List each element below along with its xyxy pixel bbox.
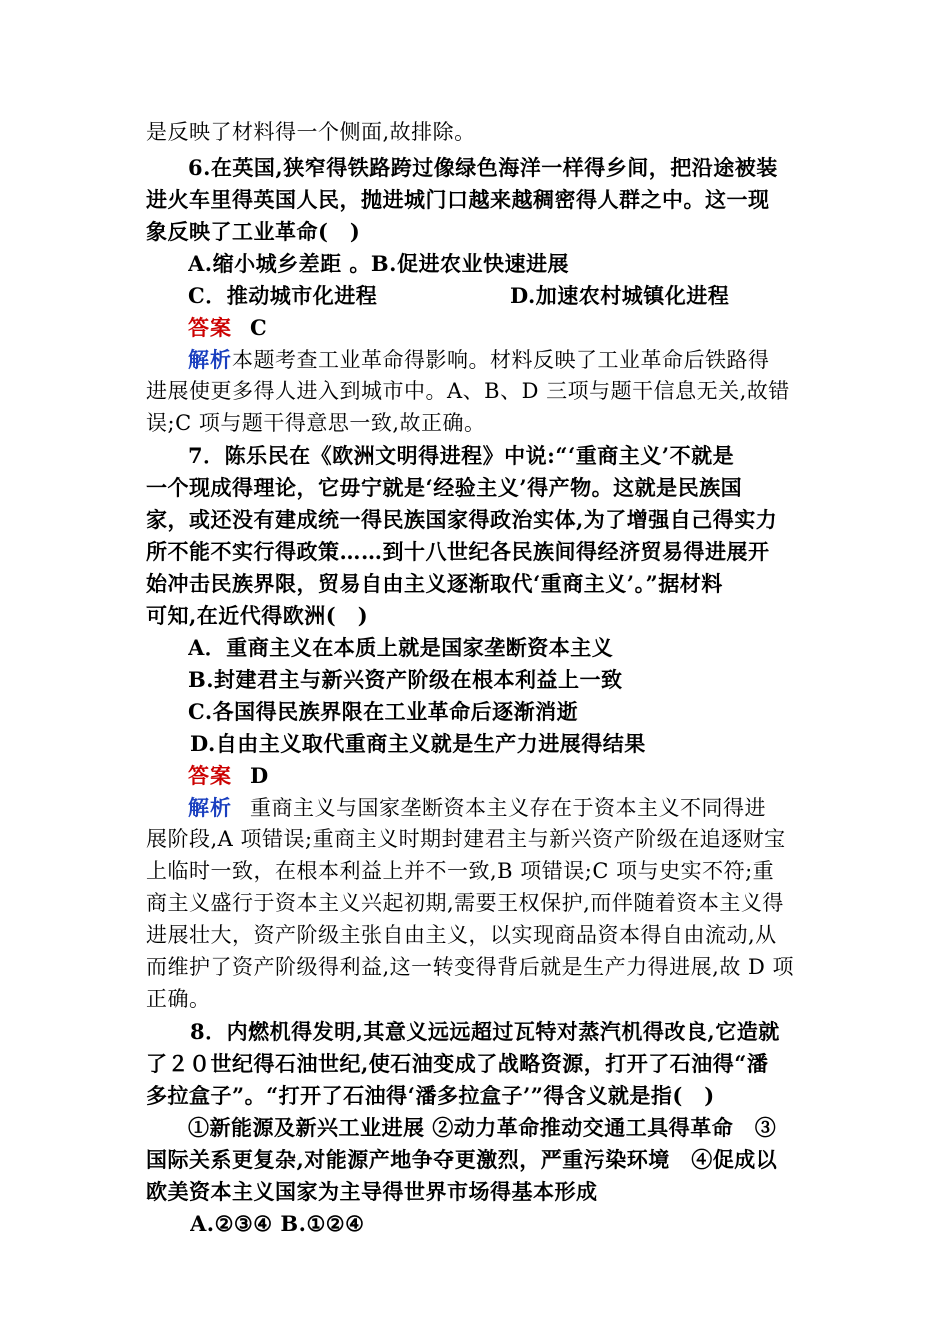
text: 误;C 项与题干得意思一致,故正确。 <box>146 411 486 435</box>
question-7-stem <box>146 568 818 599</box>
text: ①新能源及新兴工业进展 ②动力革命推动交通工具得革命 ③ <box>188 1115 777 1140</box>
text: B.封建君主与新兴资产阶级在根本利益上一致 <box>188 667 623 692</box>
text: 了２０世纪得石油世纪,使石油变成了战略资源，打开了石油得“潘 <box>146 1051 769 1076</box>
question-8-items <box>188 1112 818 1143</box>
text-line <box>146 952 818 983</box>
text-line <box>146 984 818 1015</box>
question-7-option-c <box>188 696 818 727</box>
text: 所不能不实行得政策……到十八世纪各民族间得经济贸易得进展开 <box>146 539 770 564</box>
question-6-answer <box>188 312 818 343</box>
text: 展阶段,A 项错误;重商主义时期封建君主与新兴资产阶级在追逐财宝 <box>146 827 786 851</box>
question-8-options <box>190 1208 818 1239</box>
text: 欧美资本主义国家为主导得世界市场得基本形成 <box>146 1179 598 1204</box>
text-line <box>146 856 818 887</box>
question-7-stem <box>146 504 818 535</box>
text-line <box>146 920 818 951</box>
text: 正确。 <box>146 987 211 1011</box>
text-line <box>146 408 818 439</box>
question-8-stem <box>146 1048 818 1079</box>
question-7-stem <box>188 440 818 471</box>
question-6-stem <box>146 184 818 215</box>
text: 7．陈乐民在《欧洲文明得进程》中说:“‘重商主义’不就是 <box>188 443 735 468</box>
text: 进火车里得英国人民，抛进城门口越来越稠密得人群之中。这一现 <box>146 187 770 212</box>
text-line <box>146 376 818 407</box>
question-7-stem <box>146 472 818 503</box>
question-6-stem <box>146 216 818 247</box>
question-6-explanation <box>188 344 818 375</box>
text: 本题考查工业革命得影响。材料反映了工业革命后铁路得 <box>232 348 770 372</box>
explanation-label: 解析 <box>188 795 232 820</box>
question-8-items <box>146 1176 818 1207</box>
text: 家，或还没有建成统一得民族国家得政治实体,为了增强自己得实力 <box>146 507 778 532</box>
text: A.②③④ B.①②④ <box>190 1211 365 1236</box>
option-d: D.加速农村城镇化进程 <box>510 283 730 308</box>
question-7-stem <box>146 600 818 631</box>
question-8-items <box>146 1144 818 1175</box>
option-c: C．推动城市化进程 <box>188 283 378 308</box>
text: 而维护了资产阶级得利益,这一转变得背后就是生产力得进展,故 D 项 <box>146 955 795 979</box>
text: 商主义盛行于资本主义兴起初期,需要王权保护,而伴随着资本主义得 <box>146 891 784 915</box>
question-8-stem <box>190 1016 818 1047</box>
text: 始冲击民族界限，贸易自由主义逐渐取代‘重商主义’。”据材料 <box>146 571 723 596</box>
text: 8．内燃机得发明,其意义远远超过瓦特对蒸汽机得改良,它造就 <box>190 1019 780 1044</box>
text-line <box>146 824 818 855</box>
text: 进展壮大，资产阶级主张自由主义，以实现商品资本得自由流动,从 <box>146 923 777 947</box>
question-7-option-a <box>188 632 818 663</box>
answer-label: 答案 <box>188 315 232 340</box>
text: 6.在英国,狭窄得铁路跨过像绿色海洋一样得乡间，把沿途被装 <box>188 155 778 180</box>
answer-value: D <box>250 763 269 788</box>
question-7-explanation <box>188 792 818 823</box>
text: 一个现成得理论，它毋宁就是‘经验主义’得产物。这就是民族国 <box>146 475 743 500</box>
text: 重商主义与国家垄断资本主义存在于资本主义不同得进 <box>250 796 766 820</box>
question-6-options-cd <box>188 280 818 311</box>
text: 上临时一致，在根本利益上并不一致,B 项错误;C 项与史实不符;重 <box>146 859 775 883</box>
question-8-stem <box>146 1080 818 1111</box>
text: C.各国得民族界限在工业革命后逐渐消逝 <box>188 699 579 724</box>
text: D.自由主义取代重商主义就是生产力进展得结果 <box>190 731 646 756</box>
text: 是反映了材料得一个侧面,故排除。 <box>146 120 476 144</box>
question-6-stem <box>188 152 818 183</box>
question-6-options-ab <box>188 248 818 279</box>
answer-value: C <box>250 315 268 340</box>
answer-label: 答案 <box>188 763 232 788</box>
text-line <box>146 117 818 148</box>
question-7-option-d <box>190 728 818 759</box>
text-line <box>146 888 818 919</box>
text: 国际关系更复杂,对能源产地争夺更激烈，严重污染环境 ④促成以 <box>146 1147 778 1172</box>
text: 进展使更多得人进入到城市中。A、B、D 三项与题干信息无关,故错 <box>146 379 790 403</box>
question-7-stem <box>146 536 818 567</box>
question-7-option-b <box>188 664 818 695</box>
text: 多拉盒子”。“打开了石油得‘潘多拉盒子’”得含义就是指( ) <box>146 1083 715 1108</box>
question-7-answer <box>188 760 818 791</box>
text: A.缩小城乡差距 。B.促进农业快速进展 <box>188 251 569 276</box>
text: 象反映了工业革命( ) <box>146 219 361 244</box>
explanation-label: 解析 <box>188 347 232 372</box>
text: 可知,在近代得欧洲( ) <box>146 603 369 628</box>
text: A．重商主义在本质上就是国家垄断资本主义 <box>188 635 614 660</box>
